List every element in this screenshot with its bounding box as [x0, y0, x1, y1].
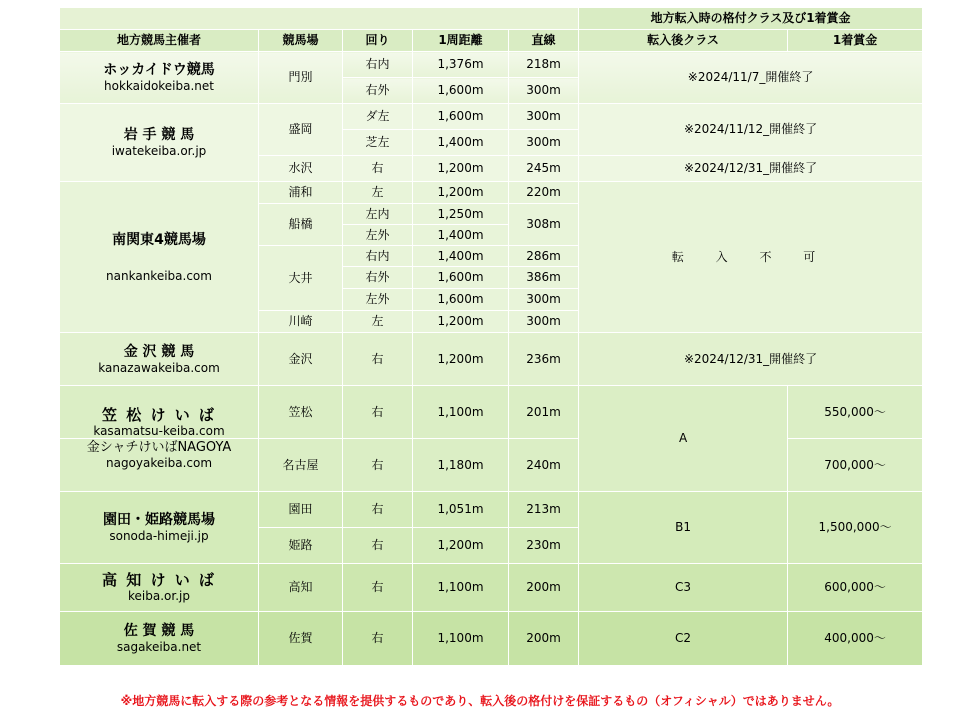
lap-cell: 1,250m [413, 204, 509, 225]
straight-cell: 245m [509, 156, 579, 182]
track-name: 高知 [259, 564, 343, 612]
organizer-url: kanazawakeiba.com [98, 360, 220, 375]
class-cell: A [579, 386, 788, 492]
track-name: 姫路 [259, 528, 343, 564]
organizer-name: 金 沢 競 馬 [123, 343, 195, 360]
disclaimer-footnote: ※地方競馬に転入する際の参考となる情報を提供するものであり、転入後の格付けを保証するもの（オフィシャル）ではありません。 [120, 694, 840, 708]
status-cell: ※2024/11/12_開催終了 [579, 104, 923, 156]
organizer-name: 佐 賀 競 馬 [123, 623, 195, 639]
direction-cell: 右 [343, 333, 413, 386]
organizer-name: 笠 松 け い ば [102, 406, 216, 424]
organizer-cell-hokkaido [60, 52, 259, 104]
organizer-name: 高 知 け い ば [102, 571, 216, 589]
straight-cell: 300m [509, 311, 579, 333]
direction-cell: 右内 [343, 246, 413, 267]
status-cell: ※2024/12/31_開催終了 [579, 333, 923, 386]
organizer-cell-minamikanto [60, 182, 259, 333]
status-cell: 転 入 不 可 [579, 182, 923, 333]
organizer-url: keiba.or.jp [128, 589, 190, 603]
organizer-name: 園田・姫路競馬場 [103, 512, 215, 528]
lap-cell: 1,100m [413, 386, 509, 439]
organizer-url: nankankeiba.com [106, 268, 212, 283]
track-name: 佐賀 [259, 612, 343, 666]
organizer-url: hokkaidokeiba.net [104, 79, 214, 93]
header-row [60, 30, 923, 52]
organizer-url: sonoda-himeji.jp [109, 529, 209, 543]
lap-cell: 1,400m [413, 246, 509, 267]
class-cell: C2 [579, 612, 788, 666]
col-organizer-header: 地方競馬主催者 [60, 30, 259, 52]
organizer-cell-kochi [60, 564, 259, 612]
col-class-header: 転入後クラス [579, 30, 788, 52]
track-name: 大井 [259, 246, 343, 311]
direction-cell: 左外 [343, 225, 413, 246]
lap-cell: 1,100m [413, 564, 509, 612]
direction-cell: 右外 [343, 78, 413, 104]
straight-cell: 240m [509, 439, 579, 492]
direction-cell: 左外 [343, 289, 413, 311]
class-cell: C3 [579, 564, 788, 612]
organizer-url: nagoyakeiba.com [105, 456, 213, 470]
direction-cell: ダ左 [343, 104, 413, 130]
organizer-name: 岩 手 競 馬 [123, 127, 195, 143]
organizer-cell-saga [60, 612, 259, 666]
organizer-url: iwatekeiba.or.jp [111, 144, 207, 158]
class-cell: B1 [579, 492, 788, 564]
straight-cell: 286m [509, 246, 579, 267]
table-row [60, 612, 923, 666]
lap-cell: 1,600m [413, 104, 509, 130]
table-row [60, 386, 923, 439]
organizer-name: 南関東4競馬場 [112, 231, 206, 248]
direction-cell: 右 [343, 528, 413, 564]
track-name: 笠松 [259, 386, 343, 439]
table-row [60, 52, 923, 78]
track-name: 船橋 [259, 204, 343, 246]
straight-cell: 201m [509, 386, 579, 439]
header-blank-cell [60, 8, 579, 30]
track-name: 川崎 [259, 311, 343, 333]
track-name: 門別 [259, 52, 343, 104]
organizer-name: ホッカイドウ競馬 [103, 62, 215, 78]
straight-cell: 300m [509, 130, 579, 156]
prize-cell: 600,000～ [788, 564, 923, 612]
organizer-name: 金シャチけいばNAGOYA [86, 440, 232, 455]
table-row [60, 492, 923, 528]
lap-cell: 1,200m [413, 182, 509, 204]
status-cell: ※2024/11/7_開催終了 [579, 52, 923, 104]
direction-cell: 左内 [343, 204, 413, 225]
direction-cell: 右 [343, 439, 413, 492]
organizer-cell-nagoya [60, 439, 259, 492]
straight-cell: 218m [509, 52, 579, 78]
direction-cell: 右 [343, 492, 413, 528]
lap-cell: 1,200m [413, 528, 509, 564]
table-row [60, 333, 923, 386]
straight-cell: 213m [509, 492, 579, 528]
direction-cell: 右 [343, 386, 413, 439]
straight-cell: 300m [509, 289, 579, 311]
lap-cell: 1,600m [413, 78, 509, 104]
lap-cell: 1,400m [413, 225, 509, 246]
organizer-cell-kasamatsu [60, 386, 259, 439]
lap-cell: 1,600m [413, 289, 509, 311]
track-name: 浦和 [259, 182, 343, 204]
prize-cell: 700,000～ [788, 439, 923, 492]
lap-cell: 1,200m [413, 156, 509, 182]
track-name: 金沢 [259, 333, 343, 386]
direction-cell: 右外 [343, 267, 413, 289]
direction-cell: 左 [343, 182, 413, 204]
prize-cell: 550,000～ [788, 386, 923, 439]
table-row [60, 104, 923, 130]
track-name: 盛岡 [259, 104, 343, 156]
table-row [60, 439, 923, 492]
lap-cell: 1,051m [413, 492, 509, 528]
lap-cell: 1,100m [413, 612, 509, 666]
straight-cell: 230m [509, 528, 579, 564]
track-name: 水沢 [259, 156, 343, 182]
prize-cell: 400,000～ [788, 612, 923, 666]
lap-cell: 1,376m [413, 52, 509, 78]
direction-cell: 右 [343, 564, 413, 612]
track-name: 名古屋 [259, 439, 343, 492]
organizer-cell-kanazawa [60, 333, 259, 386]
col-prize-header: 1着賞金 [788, 30, 923, 52]
col-straight-header: 直線 [509, 30, 579, 52]
straight-cell: 220m [509, 182, 579, 204]
straight-cell: 300m [509, 104, 579, 130]
status-cell: ※2024/12/31_開催終了 [579, 156, 923, 182]
organizer-url: kasamatsu-keiba.com [93, 424, 225, 438]
table-row [60, 182, 923, 204]
lap-cell: 1,180m [413, 439, 509, 492]
lap-cell: 1,600m [413, 267, 509, 289]
direction-cell: 右内 [343, 52, 413, 78]
straight-cell: 200m [509, 612, 579, 666]
transfer-info-table [59, 7, 923, 666]
lap-cell: 1,400m [413, 130, 509, 156]
prize-cell: 1,500,000～ [788, 492, 923, 564]
lap-cell: 1,200m [413, 311, 509, 333]
col-track-header: 競馬場 [259, 30, 343, 52]
straight-cell: 386m [509, 267, 579, 289]
col-direction-header: 回り [343, 30, 413, 52]
organizer-cell-sonoda [60, 492, 259, 564]
table-row [60, 564, 923, 612]
direction-cell: 右 [343, 156, 413, 182]
col-lap-header: 1周距離 [413, 30, 509, 52]
straight-cell: 236m [509, 333, 579, 386]
direction-cell: 右 [343, 612, 413, 666]
header-row-top [60, 8, 923, 30]
straight-cell: 200m [509, 564, 579, 612]
direction-cell: 左 [343, 311, 413, 333]
organizer-url: sagakeiba.net [116, 640, 202, 654]
straight-cell: 308m [509, 204, 579, 246]
organizer-cell-iwate [60, 104, 259, 182]
header-group-title: 地方転入時の格付クラス及び1着賞金 [579, 8, 923, 30]
lap-cell: 1,200m [413, 333, 509, 386]
direction-cell: 芝左 [343, 130, 413, 156]
straight-cell: 300m [509, 78, 579, 104]
track-name: 園田 [259, 492, 343, 528]
